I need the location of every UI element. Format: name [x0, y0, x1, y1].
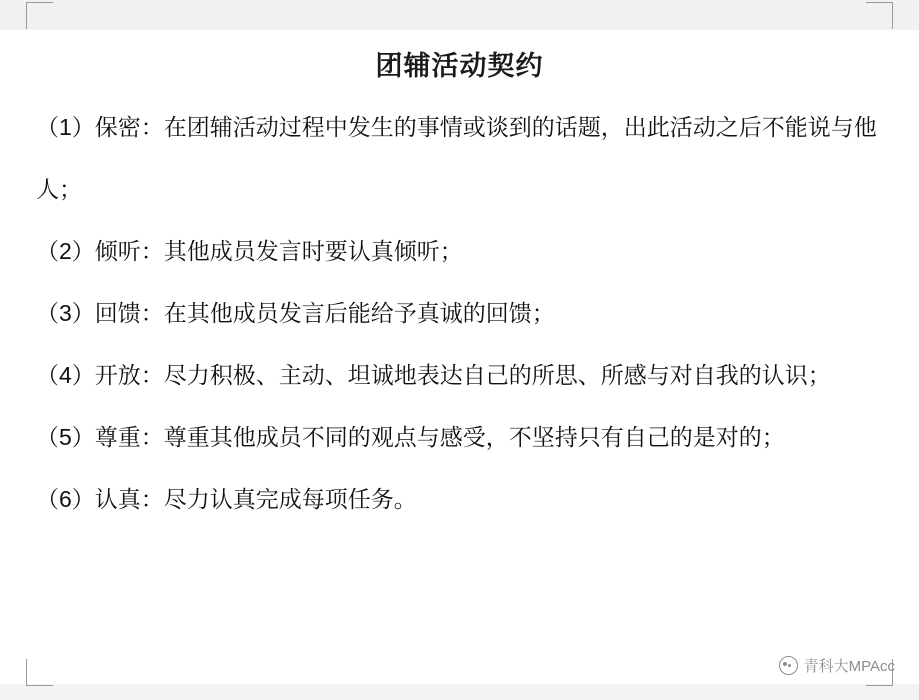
clause-item: （4）开放：尽力积极、主动、坦诚地表达自己的所思、所感与对自我的认识； [36, 362, 831, 388]
crop-mark-bottom-left [26, 659, 53, 686]
clause-item: （6）认真：尽力认真完成每项任务。 [36, 486, 417, 512]
wechat-logo-icon [779, 656, 798, 675]
clause-item: （1）保密：在团辅活动过程中发生的事情或谈到的话题，出此活动之后不能说与他人； [36, 114, 877, 202]
watermark [779, 655, 895, 676]
watermark-label: 青科大MPAcc [803, 658, 895, 675]
crop-mark-top-right [866, 2, 893, 29]
document-body [36, 96, 892, 530]
page-bottom-band [0, 684, 919, 700]
clause-item: （2）倾听：其他成员发言时要认真倾听； [36, 238, 463, 264]
page-top-band [0, 0, 919, 30]
clause-item: （3）回馈：在其他成员发言后能给予真诚的回馈； [36, 300, 555, 326]
clause-item: （5）尊重：尊重其他成员不同的观点与感受，不坚持只有自己的是对的； [36, 424, 785, 450]
crop-mark-top-left [26, 2, 53, 29]
page-title: 团辅活动契约 [375, 51, 544, 81]
